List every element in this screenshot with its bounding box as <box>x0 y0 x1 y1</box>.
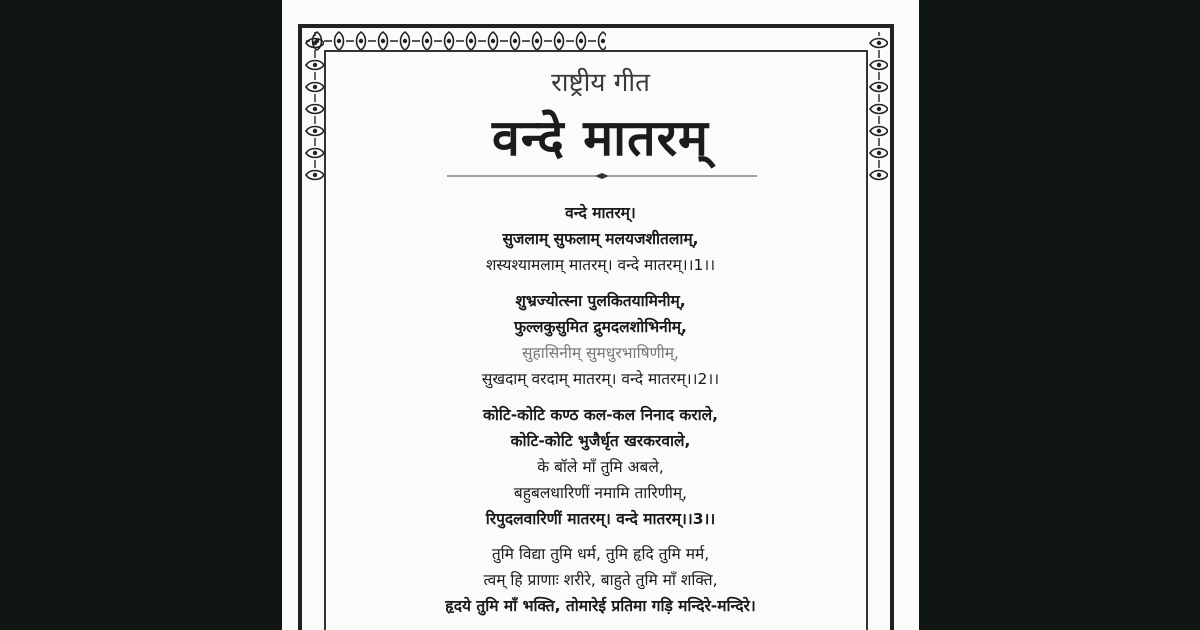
page-subtitle: राष्ट्रीय गीत <box>551 68 650 98</box>
document-page <box>282 0 919 630</box>
border-pattern-top <box>306 30 606 52</box>
verse-line: शस्यश्यामलाम् मातरम्। वन्दे मातरम्।।1।। <box>485 256 716 274</box>
verse-line: सुजलाम् सुफलाम् मलयजशीतलाम्, <box>502 230 699 248</box>
stanza-1 <box>282 200 919 278</box>
stanza-3 <box>282 402 919 532</box>
verse-line: सुखदाम् वरदाम् मातरम्। वन्दे मातरम्।।2।। <box>481 370 720 388</box>
verse-line: तुमि विद्या तुमि धर्म, तुमि हृदि तुमि मर्म, <box>491 545 710 563</box>
verse-line: फुल्लकुसुमित द्रुमदलशोभिनीम्, <box>514 318 687 336</box>
verse-line: रिपुदलवारिणीं मातरम्। वन्दे मातरम्।।3।। <box>485 510 716 528</box>
title-divider <box>447 172 757 180</box>
verse-line: वन्दे मातरम्। <box>565 204 636 222</box>
verse-line: सुहासिनीम् सुमधुरभाषिणीम्, <box>522 344 679 362</box>
stanza-4 <box>282 541 919 619</box>
stanza-2 <box>282 288 919 392</box>
verse-line: शुभ्रज्योत्स्ना पुलकितयामिनीम्, <box>515 292 686 310</box>
verse-line: कोटि-कोटि कण्ठ कल-कल निनाद कराले, <box>483 406 718 424</box>
verse-line: के बॉले माँ तुमि अबले, <box>537 458 664 476</box>
page-title: वन्दे मातरम् <box>492 109 709 167</box>
verse-line: कोटि-कोटि भुजैर्धृत खरकरवाले, <box>510 432 691 450</box>
verse-line: हृदये तुमि माँ भक्ति, तोमारेई प्रतिमा गड़ि मन्दिरे-मन्दिरे। <box>445 597 756 615</box>
verse-line: त्वम् हि प्राणाः शरीरे, बाहुते तुमि माँ शक्ति, <box>483 571 718 589</box>
verse-line: बहुबलधारिणीं नमामि तारिणीम्, <box>513 484 688 502</box>
